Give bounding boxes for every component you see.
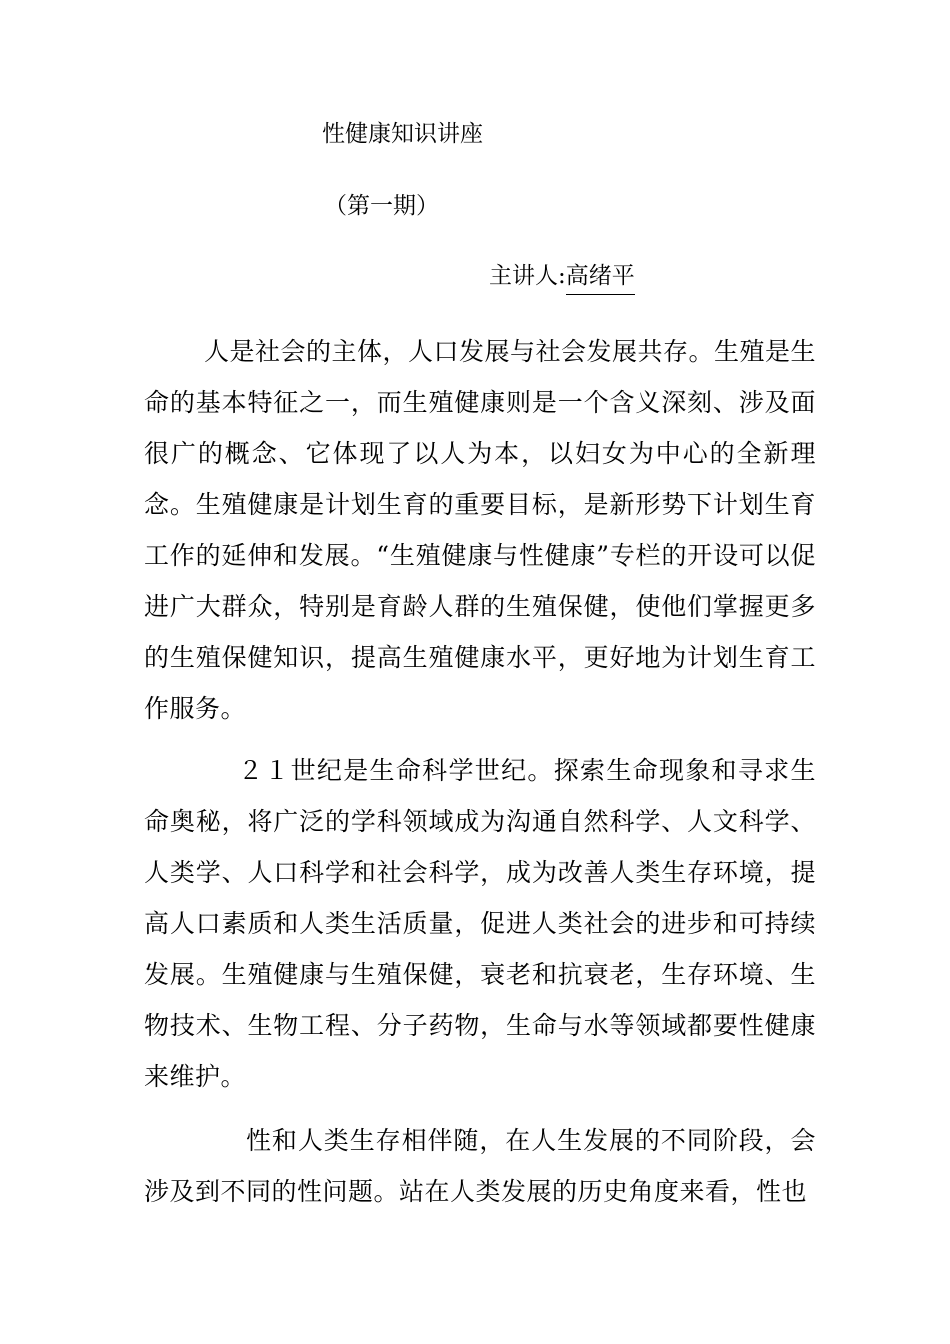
paragraph-2: ２１世纪是生命科学世纪。探索生命现象和寻求生命奥秘，将广泛的学科领域成为沟通自然科学、人文科学、人类学、人口科学和社会科学，成为改善人类生存环境，提高人口素质和人类生活质量，促进人类社会的进步和可持续发展。生殖健康与生殖保健，衰老和抗衰老，生存环境、生物技术、生物工程、分子药物，生命与水等领域都要性健康来维护。 [144, 756, 816, 1091]
paragraph-3: 性和人类生存相伴随，在人生发展的不同阶段，会涉及到不同的性问题。站在人类发展的历史角度来看，性也 [144, 1126, 816, 1206]
issue-number: （第一期） [324, 193, 439, 219]
speaker-label: 主讲人: [489, 263, 566, 289]
speaker-name: 高绪平 [566, 260, 635, 295]
document-title: 性健康知识讲座 [322, 121, 483, 147]
speaker-line [489, 258, 635, 295]
paragraph-1: 人是社会的主体，人口发展与社会发展共存。生殖是生命的基本特征之一，而生殖健康则是一个含义深刻、涉及面很广的概念、它体现了以人为本，以妇女为中心的全新理念。生殖健康是计划生育的重要目标，是新形势下计划生育工作的延伸和发展。“生殖健康与性健康”专栏的开设可以促进广大群众，特别是育龄人群的生殖保健，使他们掌握更多的生殖保健知识，提高生殖健康水平，更好地为计划生育工作服务。 [144, 337, 817, 723]
